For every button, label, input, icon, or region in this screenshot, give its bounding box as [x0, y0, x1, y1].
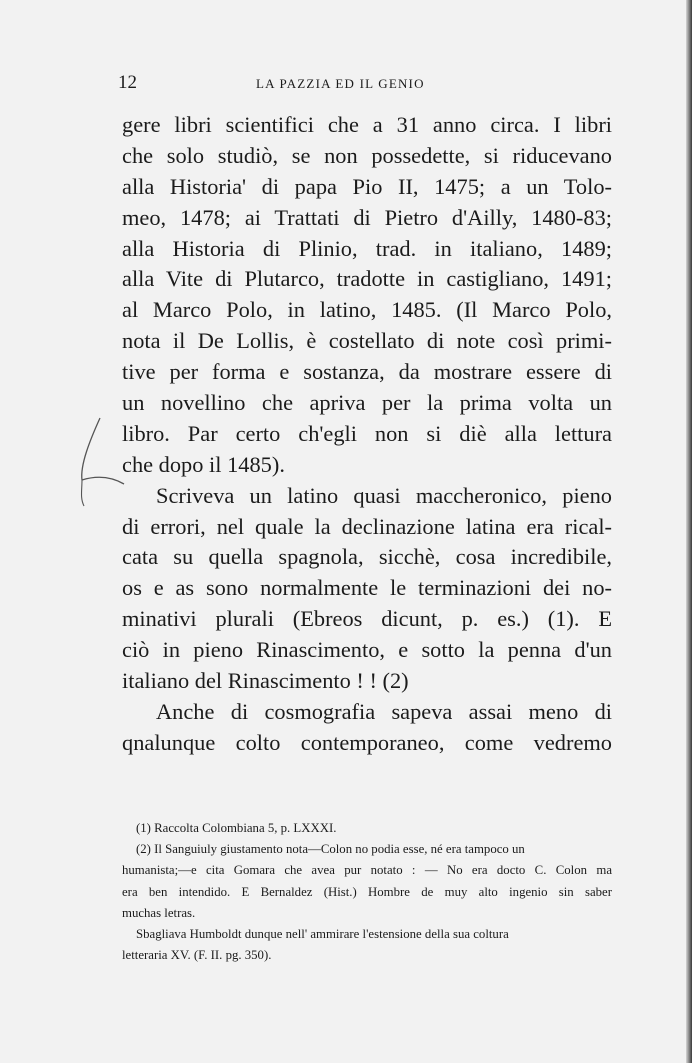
main-text [122, 110, 612, 759]
text-line: ciò in pieno Rinascimento, e sotto la penna d'un [122, 637, 612, 663]
text-line: tive per forma e sostanza, da mostrare essere di [122, 359, 612, 385]
footnote-line: Sbagliava Humboldt dunque nell' ammirare l'estensione della sua coltura [136, 926, 509, 941]
text-line: alla Vite di Plutarco, tradotte in castigliano, 1491; [122, 266, 612, 292]
text-line: os e as sono normalmente le terminazioni dei no- [122, 575, 612, 601]
text-line: alla Historia' di papa Pio II, 1475; a un Tolo- [122, 173, 612, 199]
running-title: LA PAZZIA ED IL GENIO [256, 76, 425, 91]
page-number: 12 [118, 72, 137, 93]
text-line: alla Historia di Plinio, trad. in italiano, 1489; [122, 235, 612, 261]
footnote-line: humanista;—e cita Gomara che avea pur notato : — No era docto C. Colon ma [122, 863, 612, 878]
text-line: un novellino che apriva per la prima volta un [122, 390, 612, 416]
running-head [118, 72, 614, 98]
text-line: libro. Par certo ch'egli non si diè alla lettura [122, 420, 612, 446]
footnote-line: letteraria XV. (F. II. pg. 350). [122, 948, 272, 963]
text-line: Scriveva un latino quasi maccheronico, pieno [156, 482, 612, 508]
text-line: meo, 1478; ai Trattati di Pietro d'Ailly, 1480-83; [122, 204, 612, 230]
text-line: minativi plurali (Ebreos dicunt, p. es.) (1). E [122, 606, 612, 632]
pencil-annotation-mark [60, 410, 140, 520]
text-line: nota il De Lollis, è costellato di note così primi- [122, 328, 612, 354]
text-line: italiano del Rinascimento ! ! (2) [122, 668, 409, 694]
text-line: qnalunque colto contemporaneo, come vedremo [122, 729, 612, 755]
text-line: al Marco Polo, in latino, 1485. (Il Marco Polo, [122, 297, 612, 323]
text-line: che dopo il 1485). [122, 451, 285, 477]
text-line: gere libri scientifici che a 31 anno circa. I libri [122, 112, 612, 137]
text-line: cata su quella spagnola, sicchè, cosa incredibile, [122, 544, 612, 570]
footnote-line: (2) Il Sanguiuly giustamento nota—Colon no podia esse, né era tampoco un [136, 842, 525, 857]
text-line: che solo studiò, se non possedette, si riducevano [122, 142, 612, 168]
page-edge-shadow [686, 0, 692, 1063]
text-line: di errori, nel quale la declinazione latina era rical- [122, 513, 612, 539]
footnote-line: (1) Raccolta Colombiana 5, p. LXXXI. [136, 821, 337, 835]
footnote-line: era ben intendido. E Bernaldez (Hist.) Hombre de muy alto ingenio sin saber [122, 884, 612, 899]
text-line: Anche di cosmografia sapeva assai meno di [156, 698, 612, 724]
footnote-line: muchas letras. [122, 905, 196, 920]
footnotes [122, 818, 612, 966]
